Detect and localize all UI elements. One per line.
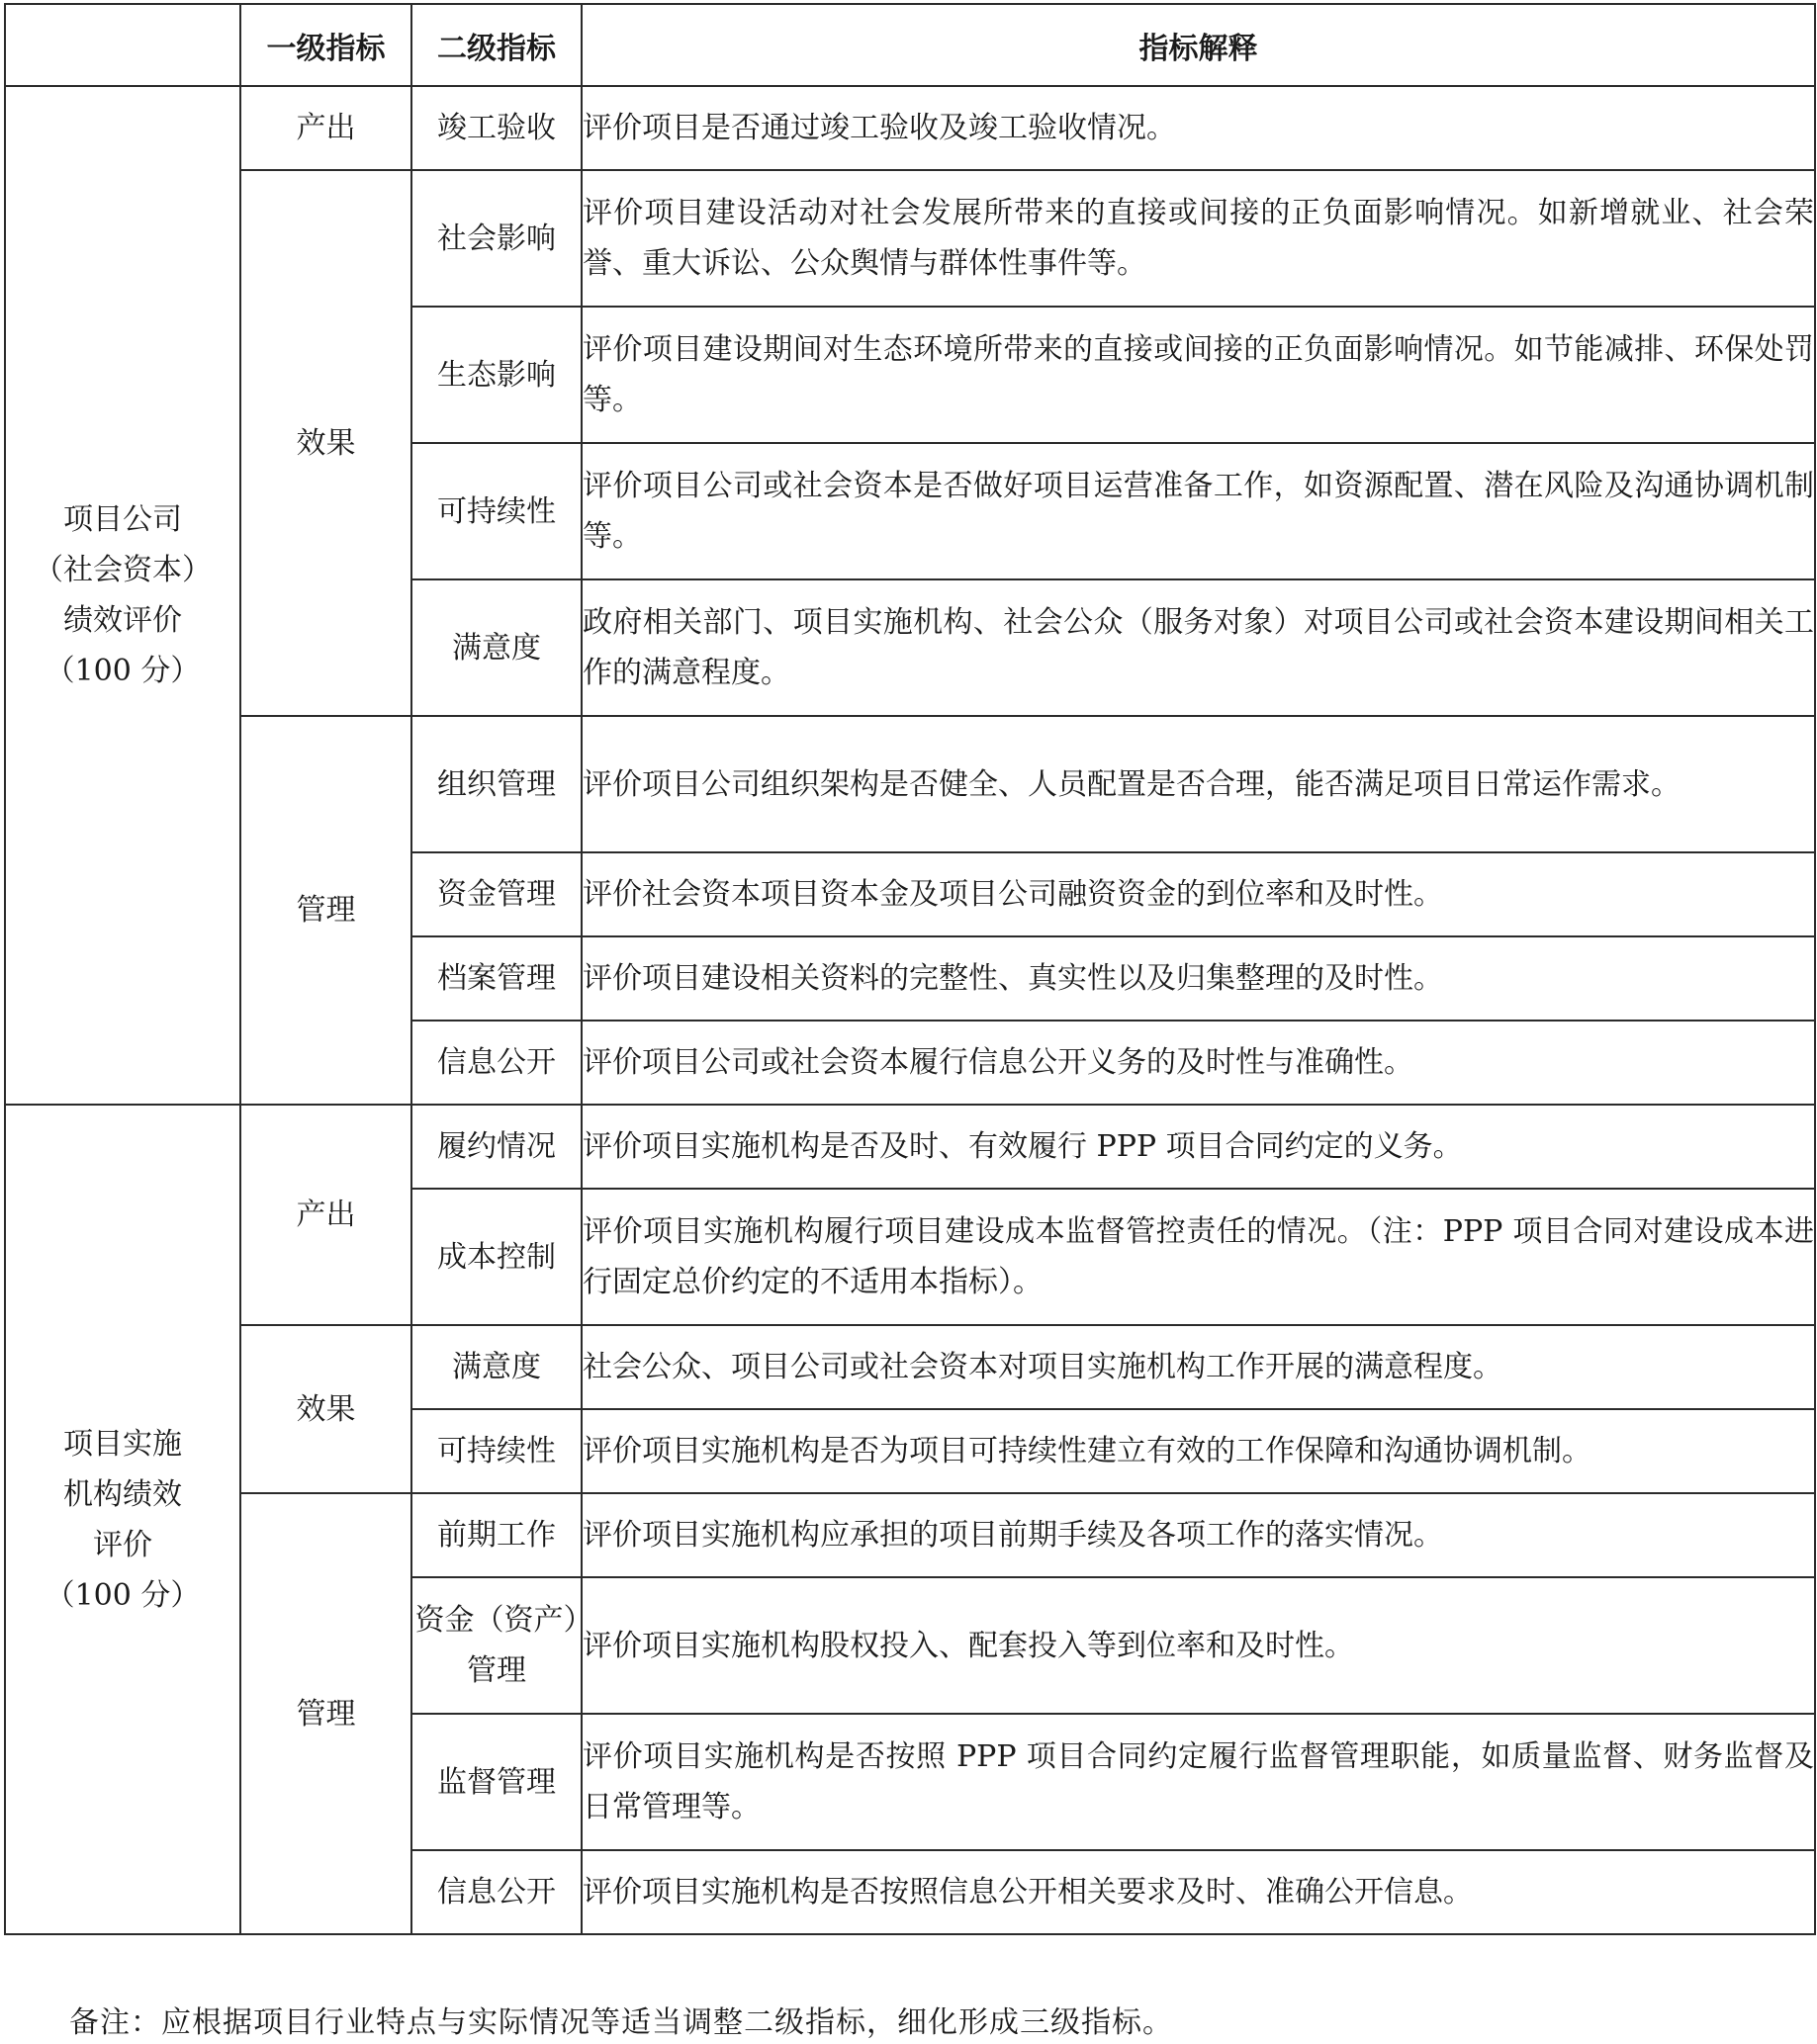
table-body — [5, 86, 1815, 1934]
indicator-explanation-cell: 评价项目实施机构是否按照 PPP 项目合同约定履行监督管理职能，如质量监督、财务监督及日常管理等。 — [582, 1714, 1815, 1850]
level2-indicator-cell: 信息公开 — [411, 1021, 582, 1105]
table-row — [5, 170, 1815, 307]
level2-indicator-cell: 信息公开 — [411, 1850, 582, 1934]
level1-indicator-cell: 效果 — [240, 170, 411, 716]
indicator-explanation-cell: 评价项目实施机构履行项目建设成本监督管控责任的情况。（注：PPP 项目合同对建设成本进行固定总价约定的不适用本指标）。 — [582, 1189, 1815, 1325]
table-row — [5, 1105, 1815, 1189]
level2-indicator-cell: 履约情况 — [411, 1105, 582, 1189]
indicator-explanation-cell: 社会公众、项目公司或社会资本对项目实施机构工作开展的满意程度。 — [582, 1325, 1815, 1409]
level2-indicator-cell: 监督管理 — [411, 1714, 582, 1850]
indicator-explanation-cell: 评价项目实施机构是否按照信息公开相关要求及时、准确公开信息。 — [582, 1850, 1815, 1934]
table-row — [5, 1325, 1815, 1409]
indicator-explanation-cell: 评价项目实施机构应承担的项目前期手续及各项工作的落实情况。 — [582, 1493, 1815, 1577]
level2-indicator-cell: 资金（资产）管理 — [411, 1577, 582, 1714]
indicator-explanation-cell: 评价社会资本项目资本金及项目公司融资资金的到位率和及时性。 — [582, 852, 1815, 936]
indicator-explanation-cell: 评价项目实施机构股权投入、配套投入等到位率和及时性。 — [582, 1577, 1815, 1714]
level1-indicator-cell: 管理 — [240, 716, 411, 1105]
table-row — [5, 1493, 1815, 1577]
level1-indicator-cell: 效果 — [240, 1325, 411, 1493]
level1-indicator-cell: 产出 — [240, 1105, 411, 1325]
header-explanation: 指标解释 — [582, 4, 1815, 86]
level2-indicator-cell: 资金管理 — [411, 852, 582, 936]
table-row — [5, 716, 1815, 852]
level2-indicator-cell: 竣工验收 — [411, 86, 582, 170]
level1-indicator-cell: 管理 — [240, 1493, 411, 1934]
indicator-explanation-cell: 评价项目实施机构是否为项目可持续性建立有效的工作保障和沟通协调机制。 — [582, 1409, 1815, 1493]
table-row — [5, 86, 1815, 170]
indicator-explanation-cell: 评价项目公司组织架构是否健全、人员配置是否合理，能否满足项目日常运作需求。 — [582, 716, 1815, 852]
header-level1: 一级指标 — [240, 4, 411, 86]
footnote: 备注：应根据项目行业特点与实际情况等适当调整二级指标，细化形成三级指标。 — [69, 2005, 1173, 2040]
evaluation-subject-cell: 项目实施 机构绩效 评价 （100 分） — [5, 1105, 240, 1934]
level2-indicator-cell: 前期工作 — [411, 1493, 582, 1577]
indicator-explanation-cell: 评价项目建设期间对生态环境所带来的直接或间接的正负面影响情况。如节能减排、环保处罚等。 — [582, 307, 1815, 443]
indicator-explanation-cell: 评价项目建设活动对社会发展所带来的直接或间接的正负面影响情况。如新增就业、社会荣誉、重大诉讼、公众舆情与群体性事件等。 — [582, 170, 1815, 307]
level1-indicator-cell: 产出 — [240, 86, 411, 170]
indicator-explanation-cell: 评价项目公司或社会资本履行信息公开义务的及时性与准确性。 — [582, 1021, 1815, 1105]
level2-indicator-cell: 社会影响 — [411, 170, 582, 307]
table-header-row — [5, 4, 1815, 86]
header-level2: 二级指标 — [411, 4, 582, 86]
level2-indicator-cell: 满意度 — [411, 579, 582, 716]
level2-indicator-cell: 组织管理 — [411, 716, 582, 852]
indicator-explanation-cell: 评价项目实施机构是否及时、有效履行 PPP 项目合同约定的义务。 — [582, 1105, 1815, 1189]
indicator-explanation-cell: 评价项目建设相关资料的完整性、真实性以及归集整理的及时性。 — [582, 936, 1815, 1021]
level2-indicator-cell: 生态影响 — [411, 307, 582, 443]
level2-indicator-cell: 成本控制 — [411, 1189, 582, 1325]
level2-indicator-cell: 满意度 — [411, 1325, 582, 1409]
indicator-explanation-cell: 评价项目公司或社会资本是否做好项目运营准备工作，如资源配置、潜在风险及沟通协调机制等。 — [582, 443, 1815, 579]
level2-indicator-cell: 档案管理 — [411, 936, 582, 1021]
level2-indicator-cell: 可持续性 — [411, 1409, 582, 1493]
indicator-table — [4, 3, 1816, 1935]
level2-indicator-cell: 可持续性 — [411, 443, 582, 579]
evaluation-subject-cell: 项目公司 （社会资本） 绩效评价 （100 分） — [5, 86, 240, 1105]
indicator-explanation-cell: 政府相关部门、项目实施机构、社会公众（服务对象）对项目公司或社会资本建设期间相关工作的满意程度。 — [582, 579, 1815, 716]
header-corner-cell — [5, 4, 240, 86]
indicator-explanation-cell: 评价项目是否通过竣工验收及竣工验收情况。 — [582, 86, 1815, 170]
